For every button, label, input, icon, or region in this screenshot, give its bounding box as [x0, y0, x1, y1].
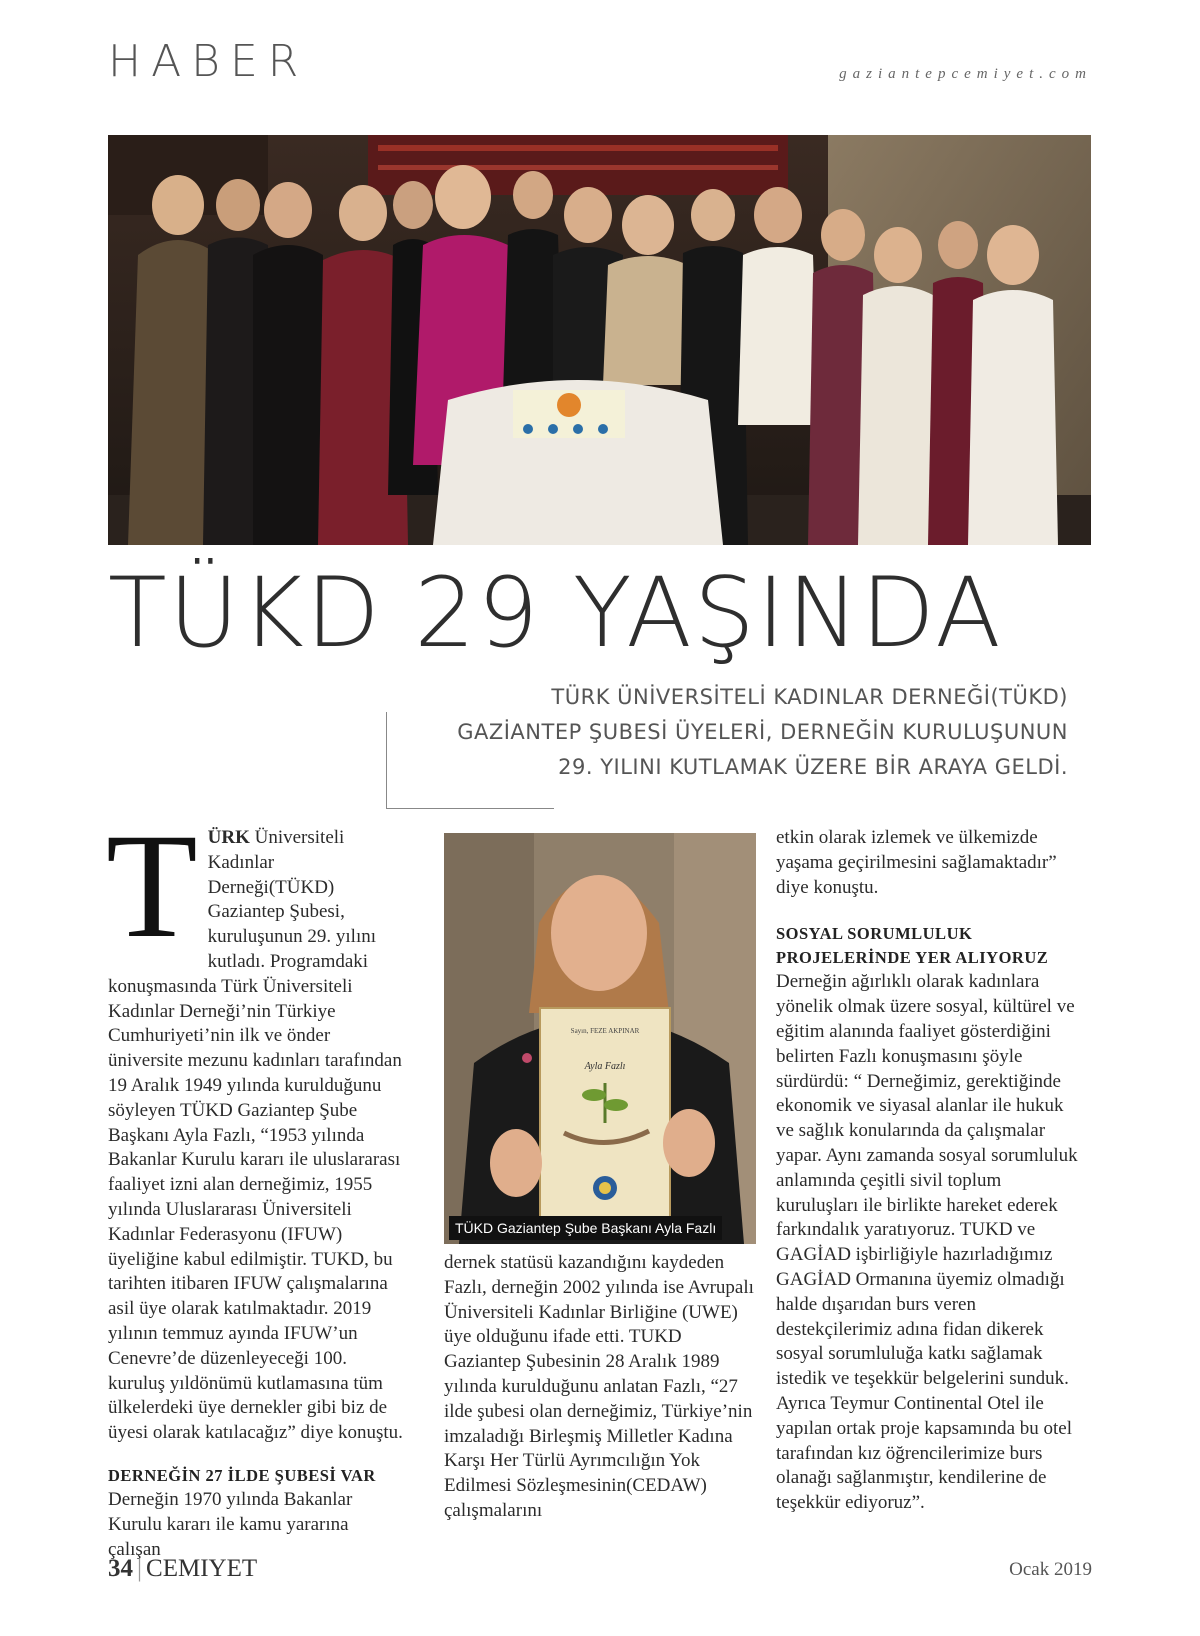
column-2-text: dernek statüsü kazandığını kaydeden Fazlı, derneğin 2002 yılında ise Avrupalı Üniversiteli Kadınlar Birliğine (UWE) üye olduğunu ifade etti. TUKD Gaziantep Şubesinin 28 Aralık 1989 yılında kurulduğunu anlatan Fazlı, “27 ilde şubesi olan derneğimiz, Türkiye’nin imzaladığı Birleşmiş Milletler Kadına Karşı Her Türlü Ayrımcılığın Yok Edilmesi Sözleşmesinin(CEDAW) çalışmalarını	[444, 1252, 754, 1521]
site-url[interactable]: gaziantepcemiyet.com	[839, 66, 1092, 82]
certificate-title: Sayın, FEZE AKPINAR	[570, 1027, 640, 1035]
main-group-photo	[108, 135, 1091, 545]
drop-cap: T	[106, 803, 198, 969]
article-title: TÜKD 29 YAŞINDA	[108, 557, 1003, 669]
inset-photo-caption: TÜKD Gaziantep Şube Başkanı Ayla Fazlı	[449, 1216, 722, 1240]
column-1-intro: Üniversiteli Kadınlar Derneği(TÜKD) Gaziantep Şubesi, kuruluşunun 29. yılını kutladı. Programdaki konuşmasında Türk Üniversiteli Kadınlar Derneği’nin Türkiye Cumhuriyeti’nin ilk ve önder üniversite mezunu kadınları tarafından 19 Aralık 1949 yılında kurulduğunu söyleyen TÜKD Gaziantep Şube Başkanı Ayla Fazlı, “1953 yılında Bakanlar Kurulu kararı ile uluslararası faaliyet izni alan derneğimiz, 1955 yılında Uluslararası Üniversiteli Kadınlar Federasyonu (IFUW) üyeliğine kabul edilmiştir. TUKD, bu tarihten itibaren IFUW çalışmalarına asil üye olarak katılmaktadır. 2019 yılının temmuz ayında IFUW’un Cenevre’de düzenleyeceği 100. kuruluş yıldönümü kutlamasına tüm ülkelerdeki üye dernekler gibi biz de üyesi olarak katılacağız” diye konuştu.	[108, 827, 403, 1444]
inset-portrait-photo	[444, 833, 756, 1244]
column-3-body: Derneğin ağırlıklı olarak kadınlara yönelik olmak üzere sosyal, kültürel ve eğitim alanında faaliyet gösterdiğini belirten Fazlı konuşmasını şöyle sürdürdü: “ Derneğimiz, gerektiğinde ekonomik ve siyasal alanlar ile hukuk ve sağlık konularında da çalışmalar yapar. Aynı zamanda sosyal sorumluluk anlamında çeşitli sivil toplum kuruluşları ile birlikte hareket ederek farkındalık yaratıyoruz. TUKD ve GAGİAD işbirliğiyle hazırladığımız GAGİAD Ormanına üyemiz olmadığı halde dışarıdan burs veren destekçilerimiz adına fidan dikerek sosyal sorumluluğa katkı sağlamak istedik ve teşekkür belgelerini sunduk. Ayrıca Teymur Continental Otel ile yapılan ortak proje kapsamında bu otel tarafından kız öğrencilerimize burs olanağı sağlanmıştır, kendilerine de teşekkür ediyoruz”.	[776, 971, 1078, 1514]
deck-line: GAZİANTEP ŞUBESİ ÜYELERİ, DERNEĞİN KURULUŞUNUN	[457, 720, 1068, 744]
footer-separator: |	[137, 1555, 143, 1582]
subhead-social-responsibility: SOSYAL SORUMLULUK PROJELERİNDE YER ALIYORUZ	[776, 924, 1049, 968]
column-3-intro: etkin olarak izlemek ve ülkemizde yaşama geçirilmesini sağlamaktadır” diye konuştu.	[776, 827, 1057, 898]
section-label: HABER	[108, 36, 309, 87]
page-number: 34	[108, 1555, 133, 1582]
column-1-tail: Derneğin 1970 yılında Bakanlar Kurulu kararı ile kamu yararına çalışan	[108, 1488, 353, 1560]
certificate-name: Ayla Fazlı	[584, 1061, 626, 1072]
deck-rule	[386, 808, 554, 809]
deck-divider	[386, 712, 387, 808]
footer-page-info	[108, 1555, 257, 1583]
article-column-1	[106, 803, 404, 1562]
deck-line: 29. YILINI KUTLAMAK ÜZERE BİR ARAYA GELDİ.	[558, 755, 1068, 779]
subhead-branches: DERNEĞİN 27 İLDE ŞUBESİ VAR	[108, 1465, 376, 1485]
issue-date: Ocak 2019	[1009, 1559, 1092, 1580]
article-column-3	[776, 826, 1082, 1516]
magazine-name: CEMIYET	[146, 1555, 258, 1582]
article-column-2	[444, 1251, 756, 1524]
lead-bold: ÜRK	[207, 827, 250, 848]
article-deck	[388, 680, 1068, 785]
deck-line: TÜRK ÜNİVERSİTELİ KADINLAR DERNEĞİ(TÜKD)	[551, 685, 1068, 709]
